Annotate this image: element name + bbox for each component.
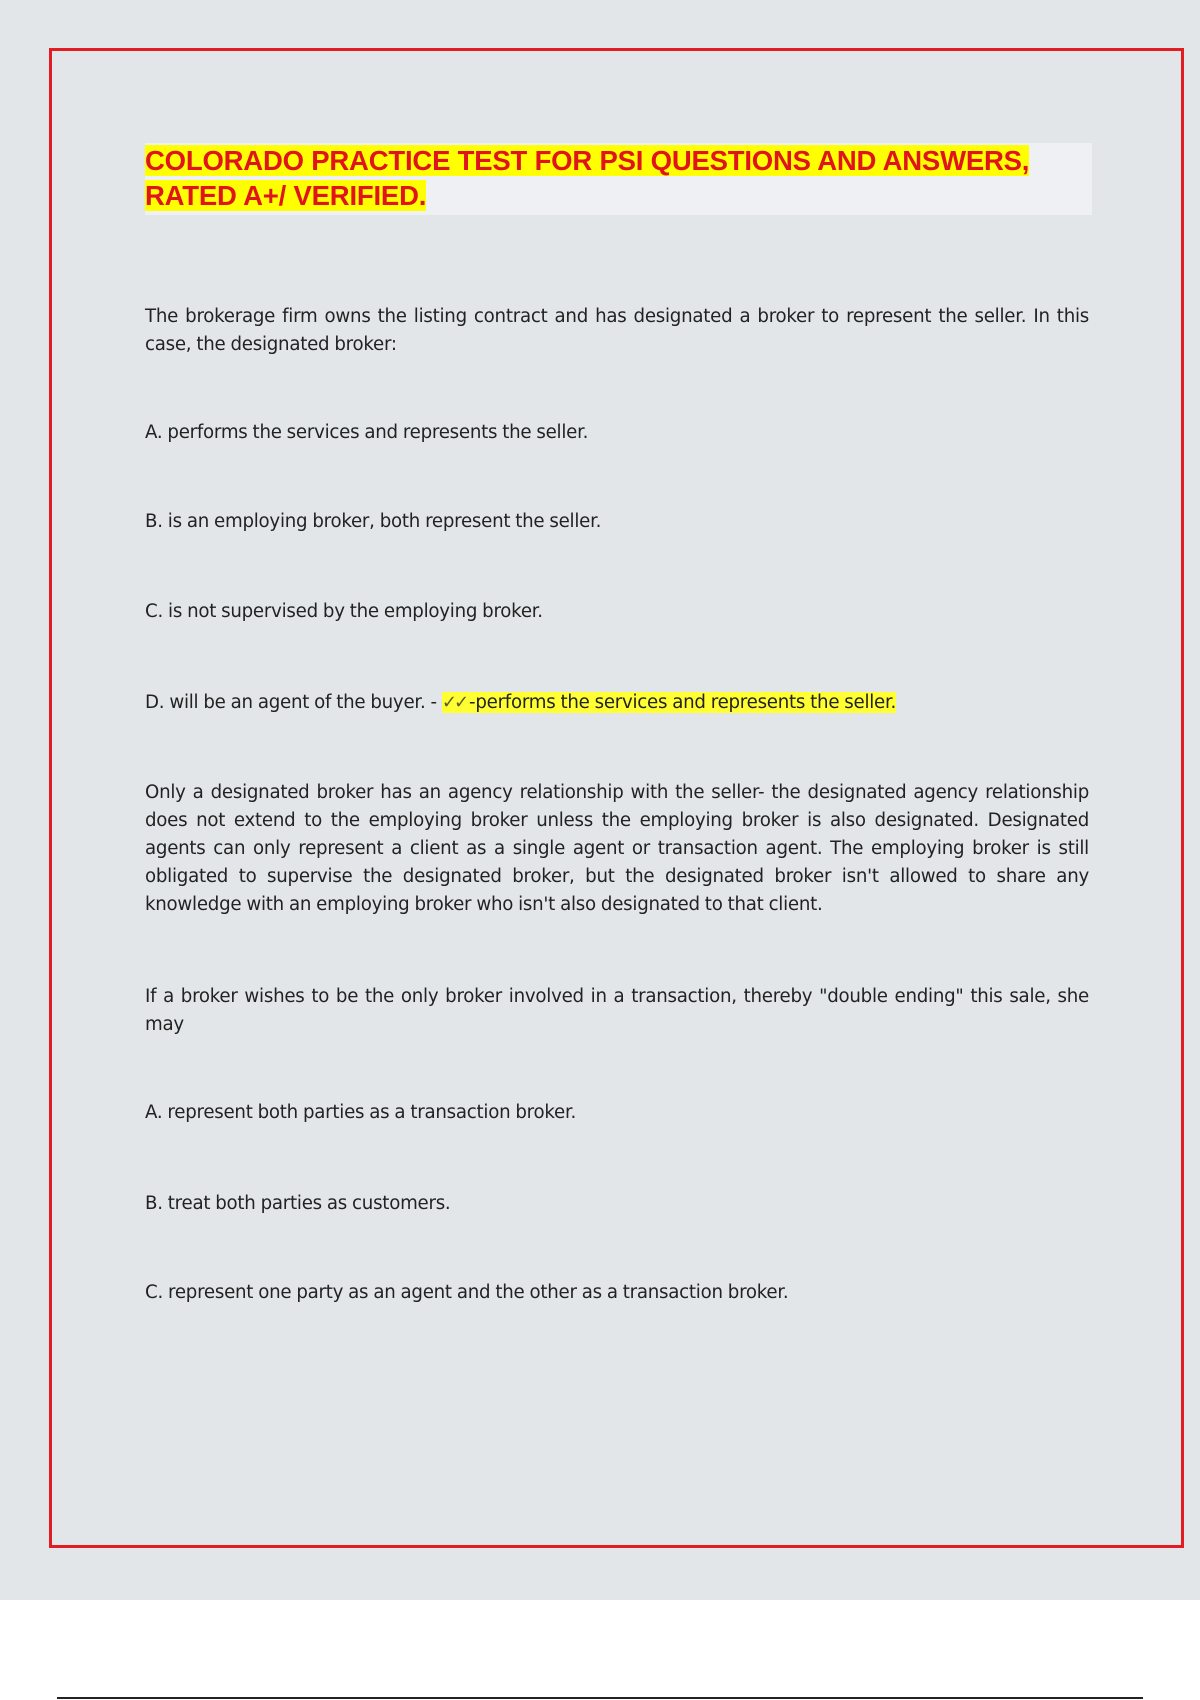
q2-question-text: If a broker wishes to be the only broker involved in a transaction, thereby "double ending" this sale, she may xyxy=(145,986,1089,1035)
q2-option-c-text: C. represent one party as an agent and the other as a transaction broker. xyxy=(145,1282,789,1303)
q2-option-c xyxy=(145,1279,1089,1307)
footer-rule xyxy=(57,1697,1143,1699)
q1-option-a-text: A. performs the services and represents the seller. xyxy=(145,422,589,443)
q1-option-b xyxy=(145,508,1089,536)
q1-option-a xyxy=(145,419,1089,447)
q1-option-d xyxy=(145,689,1089,717)
q1-option-c-text: C. is not supervised by the employing broker. xyxy=(145,601,543,622)
q2-option-a xyxy=(145,1099,1089,1127)
q1-option-c xyxy=(145,598,1089,626)
q2-question xyxy=(145,983,1089,1039)
q2-option-b xyxy=(145,1190,1089,1218)
double-check-icon: ✓✓ xyxy=(441,692,467,713)
q2-option-a-text: A. represent both parties as a transaction broker. xyxy=(145,1102,577,1123)
title-line-2: RATED A+/ VERIFIED. xyxy=(145,180,427,211)
title-line-1: COLORADO PRACTICE TEST FOR PSI QUESTIONS AND ANSWERS, xyxy=(145,145,1030,176)
document-title xyxy=(145,143,1095,213)
q1-explanation xyxy=(145,779,1089,919)
q1-answer-highlight xyxy=(442,692,896,713)
q2-option-b-text: B. treat both parties as customers. xyxy=(145,1193,451,1214)
q1-option-b-text: B. is an employing broker, both represent the seller. xyxy=(145,511,602,532)
q1-question-text: The brokerage firm owns the listing contract and has designated a broker to represent the seller. In this case, the designated broker: xyxy=(145,306,1089,355)
q1-answer-text: -performs the services and represents the seller. xyxy=(469,692,897,713)
q1-explanation-text: Only a designated broker has an agency relationship with the seller- the designated agency relationship does not extend to the employing broker unless the employing broker is also designated. Designated agents can only represent a client as a single agent or transaction agent. The employing broker is still obligated to supervise the designated broker, but the designated broker isn't allowed to share any knowledge with an employing broker who isn't also designated to that client. xyxy=(145,782,1089,915)
q1-question xyxy=(145,303,1089,359)
q1-option-d-text: D. will be an agent of the buyer. - xyxy=(145,692,442,713)
